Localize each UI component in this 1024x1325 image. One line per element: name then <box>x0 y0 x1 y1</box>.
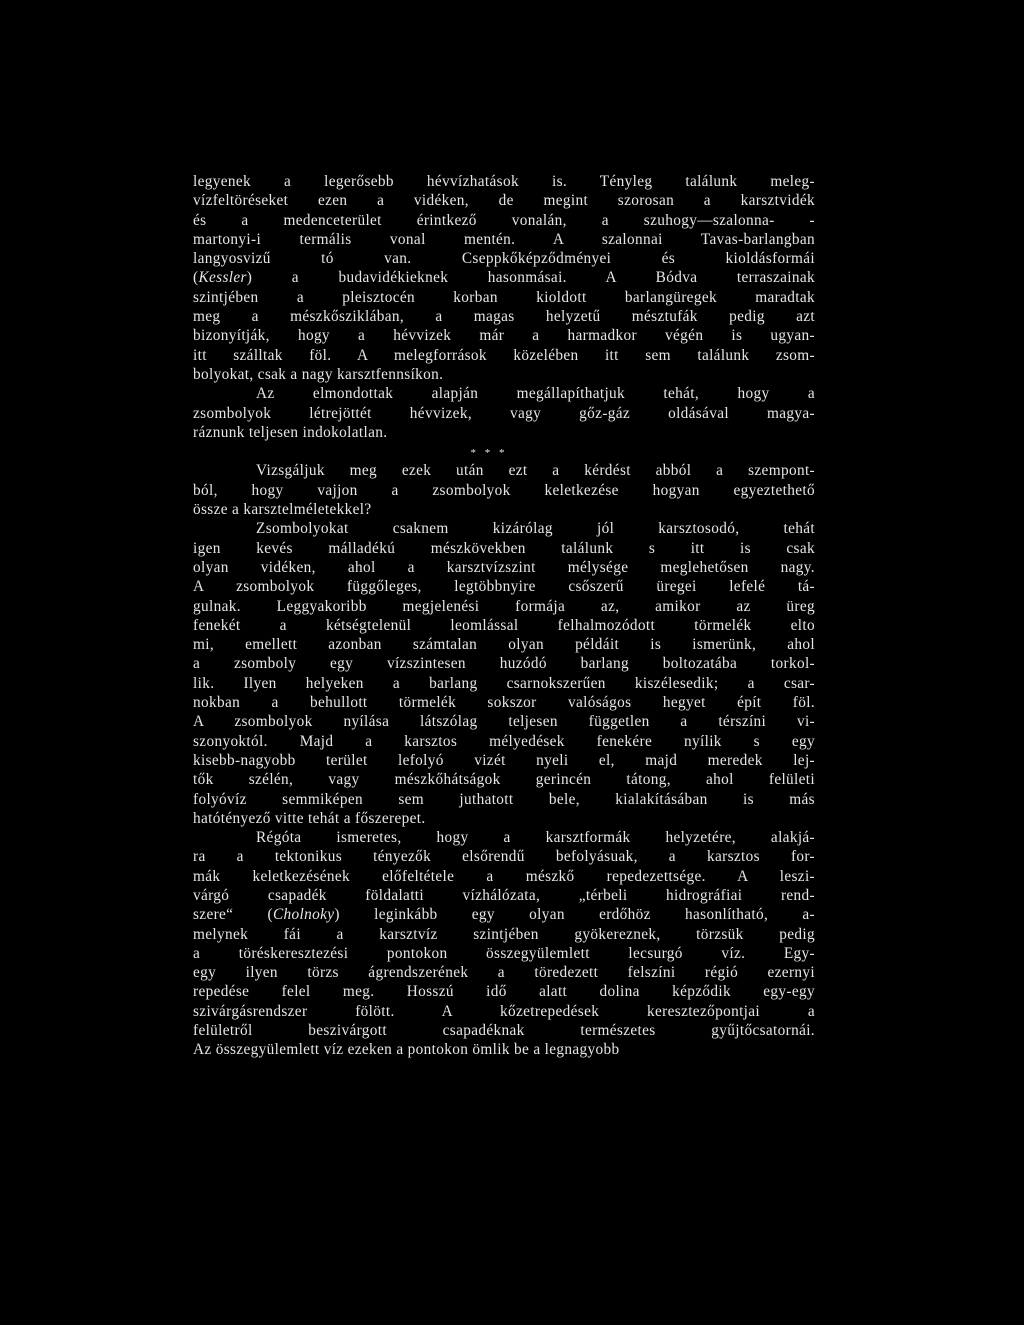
text-line: várgó csapadék földalatti vízhálózata, „térbeli hidrográfiai rend- <box>193 886 815 904</box>
text-line: szonyoktól. Majd a karsztos mélyedések fenekére nyílik s egy <box>193 732 815 750</box>
text-line: A zsombolyok függőleges, legtöbbnyire csőszerű üregei lefelé tá- <box>193 578 815 596</box>
text-line: Zsombolyokat csaknem kizárólag jól karsztosodó, tehát <box>256 520 815 538</box>
text-line: lik. Ilyen helyeken a barlang csarnokszerűen kiszélesedik; a csar- <box>193 674 815 692</box>
text-line: A zsombolyok nyílása látszólag teljesen független a térszíni vi- <box>193 713 815 731</box>
text-line: fenekét a kétségtelenül leomlással felhalmozódott törmelék elto <box>193 616 815 634</box>
text-line: a zsomboly egy vízszintesen huzódó barlang boltozatába torkol- <box>193 655 815 673</box>
text-line: a töréskeresztezési pontokon összegyülemlett lecsurgó víz. Egy- <box>193 944 815 962</box>
paragraph-2 <box>193 384 815 442</box>
text-line: folyóvíz semmiképen sem juthatott bele, kialakításában is más <box>193 790 815 808</box>
text-line: szere“ (Cholnoky) leginkább egy olyan erdőhöz hasonlítható, a- <box>193 906 815 924</box>
text-line: ráznunk teljesen indokolatlan. <box>193 423 388 441</box>
text-line: egy ilyen törzs ágrendszerének a töredezett felszíni régió ezernyi <box>193 964 815 982</box>
text-line: Régóta ismeretes, hogy a karsztformák helyzetére, alakjá- <box>256 829 815 847</box>
text-line: bolyokat, csak a nagy karsztfennsíkon. <box>193 365 444 383</box>
paragraph-3 <box>193 461 815 519</box>
text-line: meg a mészkősziklában, a magas helyzetű mésztufák pedig azt <box>193 308 815 326</box>
text-line: hatótényező vitte tehát a főszerepet. <box>193 809 426 827</box>
text-line: gulnak. Leggyakoribb megjelenési formája az, amikor az üreg <box>193 597 815 615</box>
text-line: martonyi-i termális vonal mentén. A szalonnai Tavas-barlangban <box>193 230 815 248</box>
text-line: igen kevés málladékú mészkövekben találunk s itt is csak <box>193 539 815 557</box>
text-line: kisebb-nagyobb terület lefolyó vizét nyeli el, majd meredek lej- <box>193 751 815 769</box>
text-line: bizonyítják, hogy a hévvizek már a harmadkor végén is ugyan- <box>193 327 815 345</box>
paragraph-1 <box>193 172 815 384</box>
text-line: langyosvizű tó van. Cseppkőképződményei és kioldásformái <box>193 250 815 268</box>
section-separator: * * * <box>470 447 508 460</box>
text-line: melynek fái a karsztvíz szintjében gyökereznek, törzsük pedig <box>193 925 815 943</box>
text-line: össze a karsztelméletekkel? <box>193 501 372 519</box>
text-line: itt szálltak föl. A melegforrások közelében itt sem találunk zsom- <box>193 346 815 364</box>
text-line: legyenek a legerősebb hévvízhatások is. Tényleg találunk meleg- <box>193 173 815 190</box>
author-citation: Cholnoky <box>272 906 335 924</box>
paragraph-5 <box>193 828 815 1060</box>
text-line: repedése felel meg. Hosszú idő alatt dolina képződik egy-egy <box>193 983 815 1001</box>
text-line: Az összegyülemlett víz ezeken a pontokon ömlik be a legnagyobb <box>193 1041 620 1059</box>
text-line: olyan vidéken, ahol a karsztvízszint mélysége meglehetősen nagy. <box>193 558 815 576</box>
text-line: és a medenceterület érintkező vonalán, a szuhogy—szalonna- - <box>193 211 815 229</box>
text-line: nokban a behullott törmelék sokszor valóságos hegyet épít föl. <box>193 694 815 712</box>
text-line: felületről beszivárgott csapadéknak természetes gyűjtőcsatornái. <box>193 1022 815 1040</box>
author-citation: Kessler <box>198 269 247 287</box>
text-line: Az elmondottak alapján megállapíthatjuk tehát, hogy a <box>256 385 815 403</box>
paragraph-4 <box>193 519 815 828</box>
book-page-text <box>193 172 815 1060</box>
text-line: mi, emellett azonban számtalan olyan példáit is ismerünk, ahol <box>193 636 815 654</box>
text-line: vízfeltöréseket ezen a vidéken, de megint szorosan a karsztvidék <box>193 192 815 210</box>
text-line: szintjében a pleisztocén korban kioldott barlangüregek maradtak <box>193 288 815 306</box>
text-line: ra a tektonikus tényezők elsőrendű befolyásuak, a karsztos for- <box>193 848 815 866</box>
text-line: (Kessler) a budavidékieknek hasonmásai. A Bódva terraszainak <box>193 269 815 287</box>
text-line: ból, hogy vajjon a zsombolyok keletkezése hogyan egyeztethető <box>193 481 815 499</box>
text-line: tők szélén, vagy mészkőhátságok gerincén tátong, ahol felületi <box>193 771 815 789</box>
text-line: Vizsgáljuk meg ezek után ezt a kérdést abból a szempont- <box>256 462 815 480</box>
text-line: zsombolyok létrejöttét hévvizek, vagy gőz-gáz oldásával magya- <box>193 404 815 422</box>
text-line: mák keletkezésének előfeltétele a mészkő repedezettsége. A leszi- <box>193 867 815 885</box>
text-line: szivárgásrendszer fölött. A kőzetrepedések keresztezőpontjai a <box>193 1002 815 1020</box>
